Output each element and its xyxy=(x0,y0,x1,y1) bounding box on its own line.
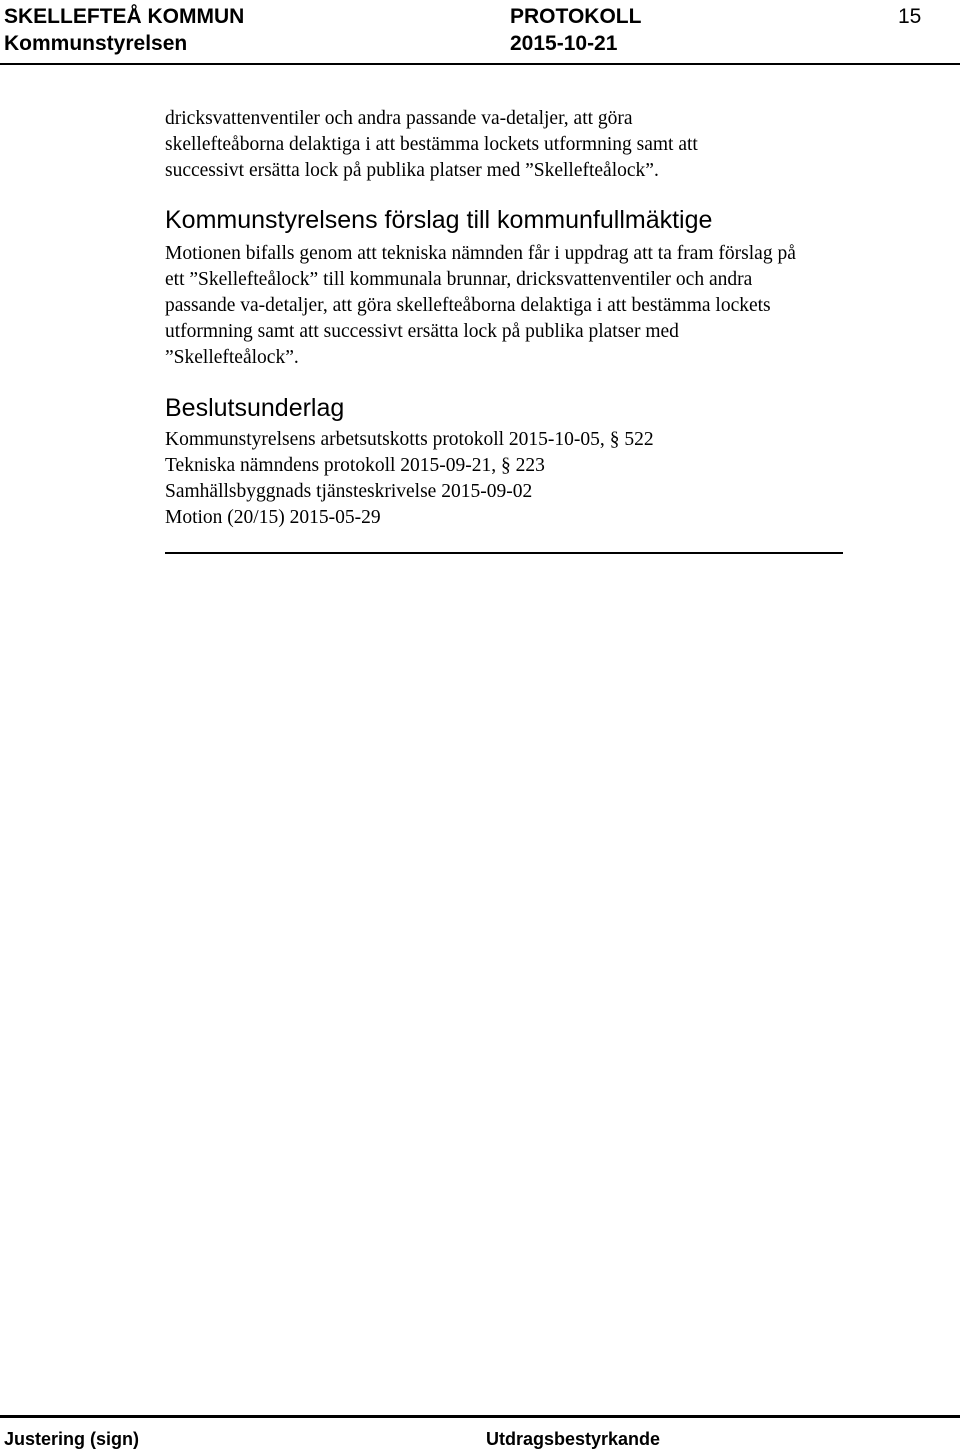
basis-item-text: Motion (20/15) 2015-05-29 xyxy=(165,507,381,528)
continuation-line: skellefteåborna delaktiga i att bestämma lockets utformning samt att xyxy=(165,134,698,155)
section-end-divider xyxy=(165,552,843,554)
basis-item xyxy=(165,453,855,479)
basis-item xyxy=(165,479,855,505)
proposal-text: Motionen bifalls genom att tekniska nämnden får i uppdrag att ta fram förslag på ett ”Skellefteålock” till kommunala brunnar, dricksvattenventiler och andra passande va-detaljer, att göra skellefteåborna delaktiga i att bestämma lockets utformning samt att successivt ersätta lock på publika platser med ”Skellefteålock”. xyxy=(165,243,796,368)
basis-item xyxy=(165,427,855,453)
continuation-paragraph xyxy=(165,106,855,184)
basis-item-text: Samhällsbyggnads tjänsteskrivelse 2015-09-02 xyxy=(165,481,533,502)
header-body: Kommunstyrelsen xyxy=(4,32,188,55)
header-doc-type: PROTOKOLL xyxy=(510,5,642,28)
proposal-heading: Kommunstyrelsens förslag till kommunfullmäktige xyxy=(165,206,713,234)
footer-divider xyxy=(0,1415,960,1418)
basis-item-text: Kommunstyrelsens arbetsutskotts protokoll 2015-10-05, xyxy=(165,429,605,450)
basis-item-text: Tekniska nämndens protokoll 2015-09-21, xyxy=(165,455,497,476)
page-number: 15 xyxy=(898,5,922,28)
continuation-line: dricksvattenventiler och andra passande va-detaljer, att göra xyxy=(165,108,633,129)
proposal-paragraph xyxy=(165,241,805,371)
basis-list xyxy=(165,427,855,531)
footer-utdragsbestyrkande: Utdragsbestyrkande xyxy=(486,1429,661,1449)
basis-heading: Beslutsunderlag xyxy=(165,394,345,422)
header-org: SKELLEFTEÅ KOMMUN xyxy=(4,5,245,28)
header-divider xyxy=(0,63,960,65)
header-date: 2015-10-21 xyxy=(510,32,618,55)
basis-item-section: § 522 xyxy=(609,429,654,450)
footer-justering: Justering (sign) xyxy=(4,1429,140,1449)
basis-item-section: § 223 xyxy=(501,455,545,476)
basis-item xyxy=(165,505,855,531)
continuation-line: successivt ersätta lock på publika platser med ”Skellefteålock”. xyxy=(165,160,659,181)
